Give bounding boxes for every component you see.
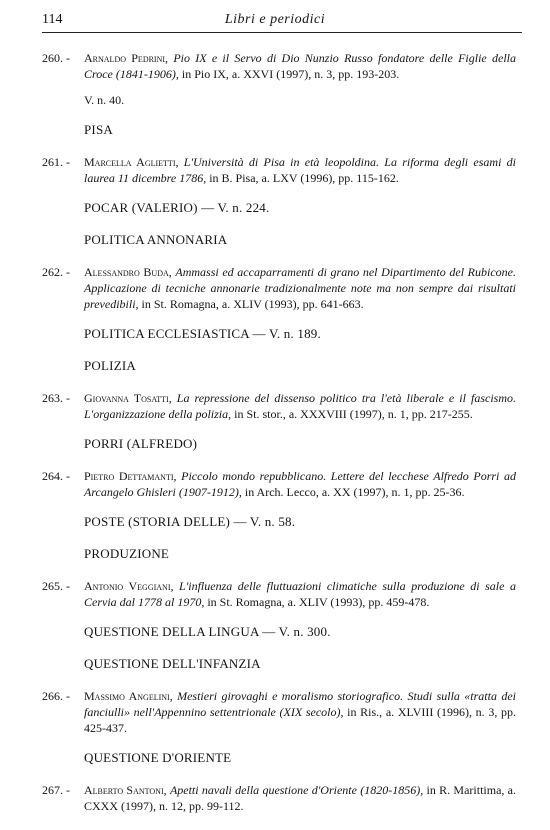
subject-heading: QUESTIONE D'ORIENTE — [84, 750, 232, 765]
entry-citation — [84, 468, 518, 500]
entry-author: Pietro Dettamanti, — [84, 469, 177, 483]
entry-publication: in B. Pisa, a. LXV (1996), pp. 115-162. — [206, 171, 399, 185]
entry-number: 263. - — [42, 391, 70, 405]
header-rule — [42, 32, 522, 33]
entry-title: Pio IX e il Servo di Dio Nunzio Russo fondatore delle Figlie della Croce (1841-1906), — [84, 51, 516, 81]
subject-heading: PISA — [84, 122, 113, 137]
entry-author: Arnaldo Pedrini, — [84, 51, 169, 65]
subject-heading: QUESTIONE DELL'INFANZIA — [84, 656, 261, 671]
entry-title: L'influenza delle fluttuazioni climatiche sulla produzione di sale a Cervia dal 1778 al 1970, — [84, 579, 516, 609]
bibliography-entry — [42, 390, 518, 422]
subject-heading: POSTE (STORIA DELLE) — V. n. 58. — [84, 514, 296, 529]
subject-heading: POLITICA ANNONARIA — [84, 232, 228, 247]
entry-number: 264. - — [42, 469, 70, 483]
bibliography-entry — [42, 50, 518, 82]
entry-number: 261. - — [42, 155, 70, 169]
entry-title: La repressione del dissenso politico tra l'età liberale e il fascismo. L'organizzazione della polizia, — [84, 391, 517, 421]
subject-heading: POLIZIA — [84, 358, 136, 373]
entry-number: 267. - — [42, 783, 70, 797]
entry-title: Apetti navali della questione d'Oriente (1820-1856), — [169, 783, 424, 797]
entry-publication: in R. Marittima, a. CXXX (1997), n. 12, pp. 99-112. — [84, 783, 517, 813]
bibliography-entry — [42, 264, 518, 312]
entry-number: 262. - — [42, 265, 70, 279]
entry-citation — [84, 154, 518, 186]
entry-publication: in St. stor., a. XXXVIII (1997), n. 1, pp. 217-255. — [231, 407, 473, 421]
entry-citation — [84, 688, 518, 736]
bibliography-entry — [42, 154, 518, 186]
running-head: Libri e periodici — [224, 12, 326, 27]
entry-title: L'Università di Pisa in età leopoldina. La riforma degli esami di laurea 11 dicembre 1786, — [84, 155, 517, 185]
entry-number: 266. - — [42, 689, 70, 703]
entry-citation — [84, 782, 518, 814]
entry-citation — [84, 390, 518, 422]
subject-heading: PRODUZIONE — [84, 546, 170, 561]
entry-publication: in Pio IX, a. XXVI (1997), n. 3, pp. 193-203. — [178, 67, 400, 81]
entry-author: Antonio Veggiani, — [84, 579, 174, 593]
entry-publication: in St. Romagna, a. XLIV (1993), pp. 459-478. — [204, 595, 430, 609]
subject-heading: POLITICA ECCLESIASTICA — V. n. 189. — [84, 326, 321, 341]
entry-publication: in Arch. Lecco, a. XX (1997), n. 1, pp. 25-36. — [241, 485, 465, 499]
page-number: 114 — [42, 12, 63, 27]
bibliography-list — [42, 50, 518, 828]
entry-author: Massimo Angelini, — [84, 689, 173, 703]
cross-reference-note: V. n. 40. — [84, 93, 125, 107]
entry-author: Alberto Santoni, — [84, 783, 167, 797]
bibliography-entry — [42, 578, 518, 610]
bibliography-entry — [42, 782, 518, 814]
entry-publication: in St. Romagna, a. XLIV (1993), pp. 641-663. — [138, 297, 364, 311]
bibliography-entry — [42, 688, 518, 736]
entry-author: Marcella Aglietti, — [84, 155, 179, 169]
subject-heading: POCAR (VALERIO) — V. n. 224. — [84, 200, 270, 215]
entry-number: 260. - — [42, 51, 70, 65]
entry-title: Piccolo mondo repubblicano. Lettere del lecchese Alfredo Porri ad Arcangelo Ghisleri (1907-1912), — [84, 469, 516, 499]
bibliography-entry — [42, 468, 518, 500]
subject-heading: QUESTIONE DELLA LINGUA — V. n. 300. — [84, 624, 331, 639]
entry-title: Mestieri girovaghi e moralismo storiografico. Studi sulla «tratta dei fanciulli» nell'Appennino settentrionale (XIX secolo), — [84, 689, 517, 719]
entry-publication: in Ris., a. XLVIII (1996), n. 3, pp. 425-437. — [84, 705, 517, 735]
entry-number: 265. - — [42, 579, 70, 593]
entry-citation — [84, 264, 518, 312]
entry-author: Alessandro Buda, — [84, 265, 172, 279]
entry-title: Ammassi ed accaparramenti di grano nel Dipartimento del Rubicone. Applicazione di tecniche annonarie tradizionalmente note ma non sempre dai risultati prevedibili, — [84, 265, 516, 311]
entry-citation — [84, 578, 518, 610]
entry-author: Giovanna Tosatti, — [84, 391, 172, 405]
subject-heading: PORRI (ALFREDO) — [84, 436, 198, 451]
entry-citation — [84, 50, 518, 82]
